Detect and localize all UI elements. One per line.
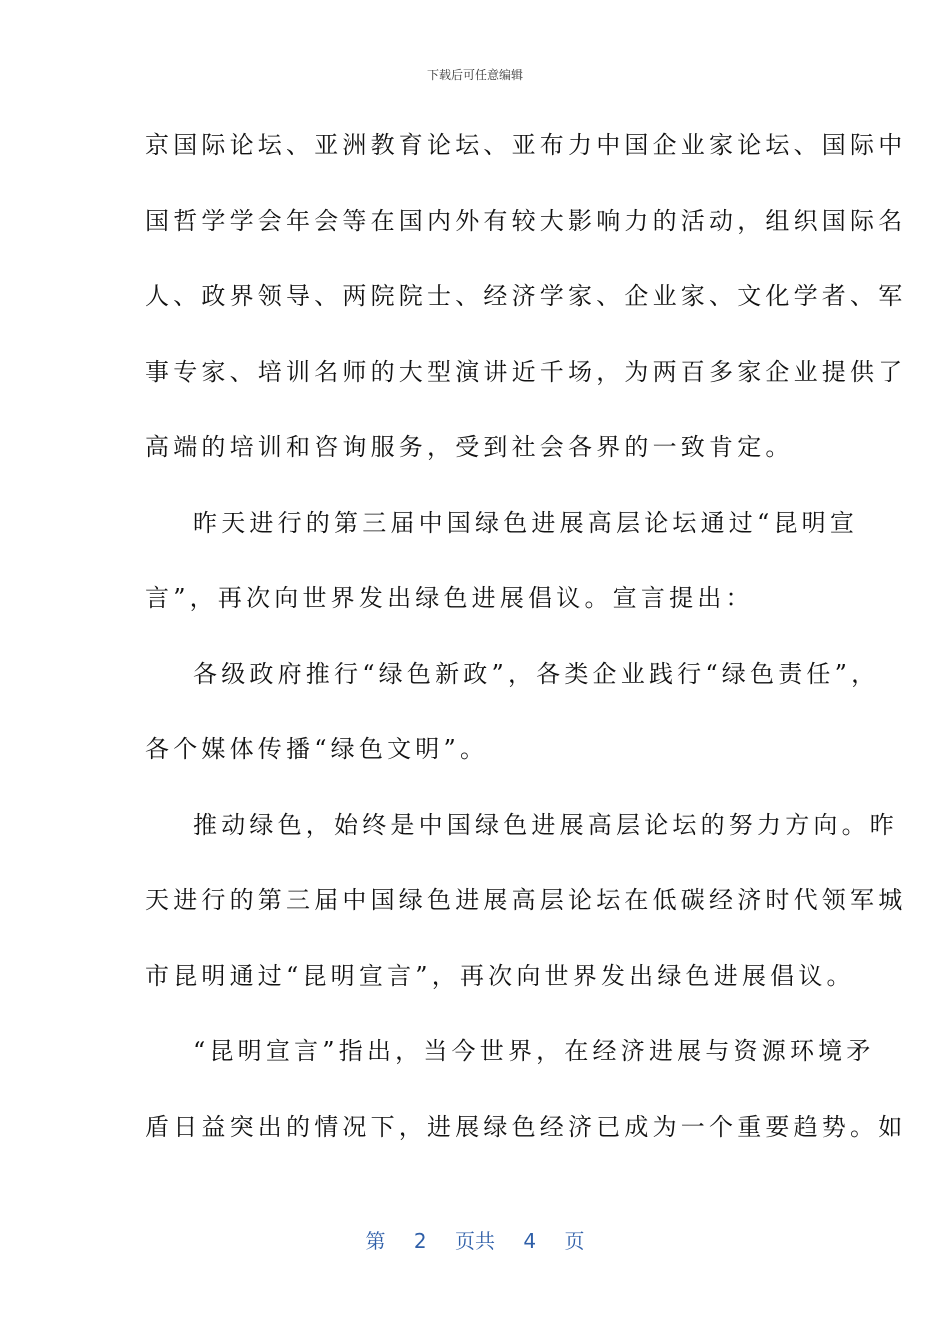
footer-prefix: 第 (365, 1229, 386, 1253)
text-line: 盾日益突出的情况下，进展绿色经济已成为一个重要趋势。如 (145, 1112, 907, 1141)
text-line: 各个媒体传播“绿色文明”。 (145, 735, 489, 763)
footer-middle: 页共 (455, 1229, 495, 1253)
paragraph-start-line: 各级政府推行“绿色新政”，各类企业践行“绿色责任”， (193, 659, 880, 688)
text-line: 天进行的第三届中国绿色进展高层论坛在低碳经济时代领军城 (145, 886, 907, 914)
text-line: 京国际论坛、亚洲教育论坛、亚布力中国企业家论坛、国际中 (145, 131, 907, 159)
text-line: 高端的培训和咨询服务，受到社会各界的一致肯定。 (145, 433, 794, 461)
paragraph-start-line: 昨天进行的第三届中国绿色进展高层论坛通过“昆明宣 (193, 508, 859, 537)
footer-suffix: 页 (564, 1229, 585, 1253)
text-line: 人、政界领导、两院院士、经济学家、企业家、文化学者、军 (145, 282, 907, 310)
text-line: 国哲学学会年会等在国内外有较大影响力的活动，组织国际名 (145, 206, 907, 235)
text-line: 事专家、培训名师的大型演讲近千场，为两百多家企业提供了 (145, 357, 907, 386)
footer-page-number: 2 (413, 1229, 427, 1253)
page-footer (0, 1225, 950, 1254)
header-note: 下载后可任意编辑 (426, 68, 523, 82)
text-line: 市昆明通过“昆明宣言”，再次向世界发出绿色进展倡议。 (145, 961, 855, 990)
text-line: 言”，再次向世界发出绿色进展倡议。宣言提出： (145, 584, 754, 612)
document-body (145, 120, 907, 1177)
footer-total-pages: 4 (523, 1229, 537, 1253)
paragraph-start-line: “昆明宣言”指出，当今世界，在经济进展与资源环境矛 (193, 1037, 875, 1065)
paragraph-start-line: 推动绿色，始终是中国绿色进展高层论坛的努力方向。昨 (193, 810, 898, 839)
